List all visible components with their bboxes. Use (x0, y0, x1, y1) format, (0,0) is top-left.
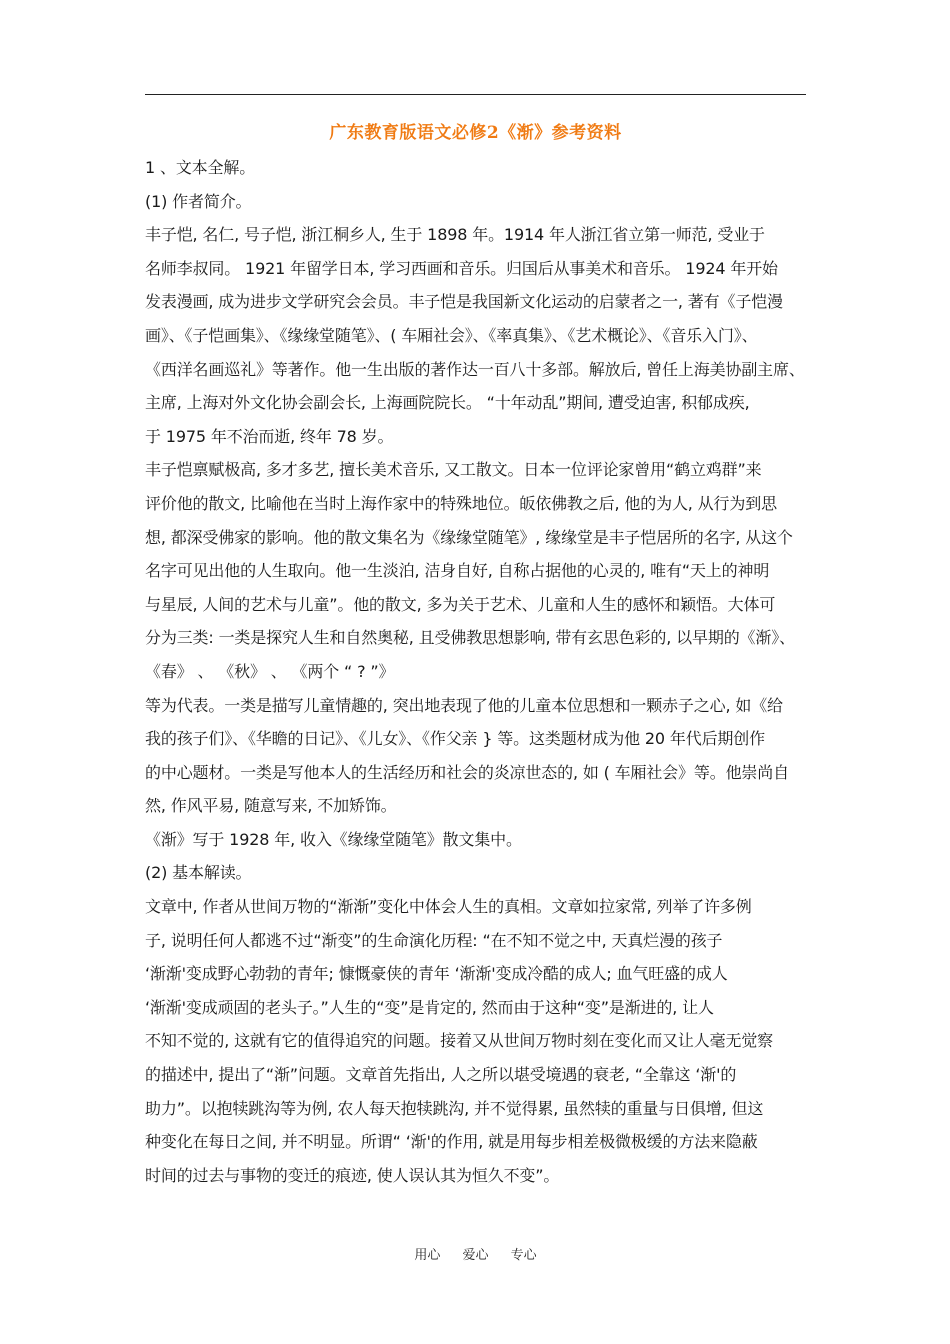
text-line: 《渐》写于 1928 年, 收入《缘缘堂随笔》散文集中。 (145, 829, 522, 849)
page-footer: 用心 爱心 专心 (414, 1248, 537, 1263)
text-line: 的中心题材。一类是写他本人的生活经历和社会的炎凉世态的, 如 ( 车厢社会》等。他崇尚自 (145, 762, 789, 782)
text-line: ‘渐渐'变成野心勃勃的青年; 慷慨豪侠的青年 ‘渐渐'变成冷酷的成人; 血气旺盛的成人 (145, 964, 728, 984)
text-line: 助力”。以抱犊跳沟等为例, 农人每天抱犊跳沟, 并不觉得累, 虽然犊的重量与日俱增, 但这 (145, 1098, 764, 1118)
text-line: 时间的过去与事物的变迁的痕迹, 使人误认其为恒久不变”。 (145, 1165, 560, 1185)
text-line: 于 1975 年不治而逝, 终年 78 岁。 (145, 426, 394, 446)
text-line: 子, 说明任何人都逃不过“渐变”的生命演化历程: “在不知不觉之中, 天真烂漫的孩子 (145, 930, 723, 950)
document-body (145, 151, 806, 1192)
text-line: 名师李叔同。 1921 年留学日本, 学习西画和音乐。归国后从事美术和音乐。 1924 年开始 (145, 258, 778, 278)
text-line: 不知不觉的, 这就有它的值得追究的问题。接着又从世间万物时刻在变化而又让人毫无觉察 (145, 1031, 774, 1051)
section-heading: 1 、文本全解。 (145, 158, 256, 177)
text-line: 种变化在每日之间, 并不明显。所谓“ ‘渐'的作用, 就是用每步相差极微极缓的方法来隐蔽 (145, 1132, 758, 1152)
text-line: 评价他的散文, 比喻他在当时上海作家中的特殊地位。皈依佛教之后, 他的为人, 从行为到思 (145, 493, 777, 513)
subsection-heading: (1) 作者简介。 (145, 191, 252, 211)
text-line: 《春》 、 《秋》 、 《两个 “ ? ”》 (145, 661, 395, 681)
text-line: 画》、《子恺画集》、《缘缘堂随笔》、( 车厢社会》、《率真集》、《艺术概论》、《音乐入门》、 (145, 325, 758, 345)
text-line: 发表漫画, 成为进步文学研究会会员。丰子恺是我国新文化运动的启蒙者之一, 著有《子恺漫 (145, 292, 783, 312)
text-line: 与星辰, 人间的艺术与儿童”。他的散文, 多为关于艺术、儿童和人生的感怀和颖悟。大体可 (145, 594, 776, 614)
text-line: 丰子恺, 名仁, 号子恺, 浙江桐乡人, 生于 1898 年。1914 年人浙江省立第一师范, 受业于 (145, 225, 765, 245)
text-line: 分为三类: 一类是探究人生和自然奥秘, 且受佛教思想影响, 带有玄思色彩的, 以早期的《渐》、 (145, 628, 795, 648)
document-title: 广东教育版语文必修2《渐》参考资料 (329, 123, 622, 143)
text-line: 名字可见出他的人生取向。他一生淡泊, 洁身自好, 自称占据他的心灵的, 唯有“天上的神明 (145, 561, 770, 581)
text-line: 丰子恺禀赋极高, 多才多艺, 擅长美术音乐, 又工散文。日本一位评论家曾用“鹤立鸡群”来 (145, 460, 762, 480)
text-line: ‘渐渐'变成顽固的老头子。”人生的“变”是肯定的, 然而由于这种“变”是渐进的, 让人 (145, 997, 714, 1017)
text-line: 我的孩子们》、《华瞻的日记》、《儿女》、《作父亲 } 等。这类题材成为他 20 年代后期创作 (145, 729, 765, 749)
subsection-heading: (2) 基本解读。 (145, 863, 252, 883)
text-line: 等为代表。一类是描写儿童情趣的, 突出地表现了他的儿童本位思想和一颗赤子之心, 如《给 (145, 695, 783, 715)
header-rule (145, 94, 806, 95)
text-line: 《西洋名画巡礼》等著作。他一生出版的著作达一百八十多部。解放后, 曾任上海美协副主席、 (145, 359, 805, 379)
text-line: 然, 作风平易, 随意写来, 不加矫饰。 (145, 796, 397, 816)
text-line: 的描述中, 提出了“渐”问题。文章首先指出, 人之所以堪受境遇的衰老, “全靠这 ‘渐'的 (145, 1065, 737, 1085)
text-line: 想, 都深受佛家的影响。他的散文集名为《缘缘堂随笔》, 缘缘堂是丰子恺居所的名字, 从这个 (145, 527, 793, 547)
text-line: 文章中, 作者从世间万物的“渐渐”变化中体会人生的真相。文章如拉家常, 列举了许多例 (145, 897, 752, 917)
text-line: 主席, 上海对外文化协会副会长, 上海画院院长。 “十年动乱”期间, 遭受迫害, 积郁成疾, (145, 393, 750, 413)
